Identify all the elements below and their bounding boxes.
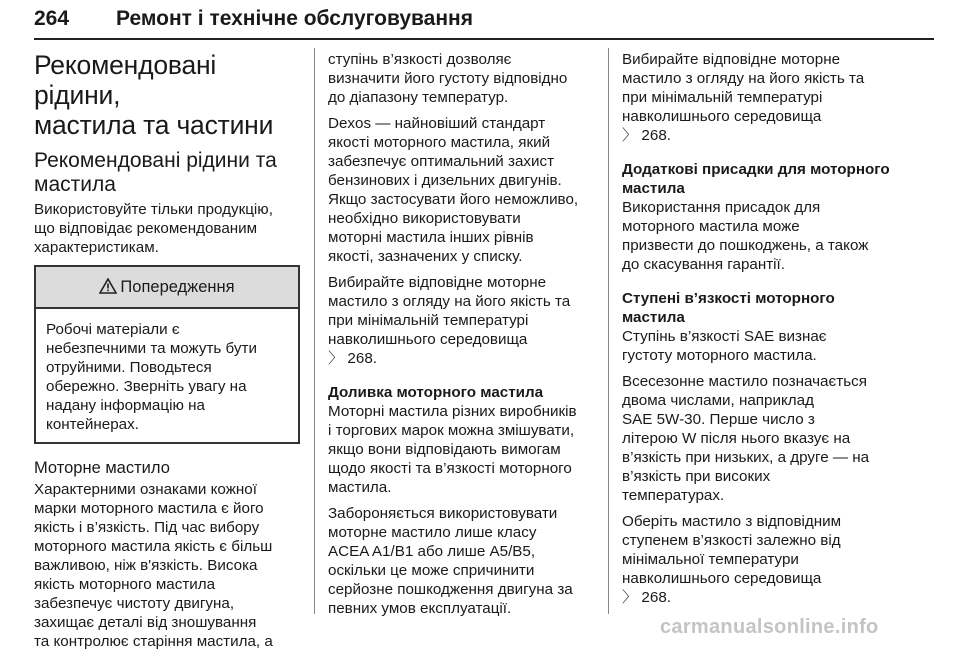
warning-triangle-icon — [99, 278, 117, 294]
reference-arrow-icon: 〉 — [622, 589, 638, 606]
viscosity-grades-heading: Ступені в’язкості моторного мастила — [622, 290, 835, 326]
paragraph: Оберіть мастило з відповідним ступенем в’язкості залежно від мінімальної температури навколишнього середовища 〉 268. — [622, 513, 842, 606]
page-number: 264 — [34, 7, 70, 30]
page-reference[interactable]: 268. — [641, 127, 671, 144]
watermark: carmanualsonline.info — [660, 616, 879, 638]
engine-oil-heading: Моторне мастило — [34, 459, 170, 477]
reference-arrow-icon: 〉 — [622, 127, 638, 144]
section-title: Рекомендовані рідини, мастила та частини — [34, 50, 274, 140]
additives-heading: Додаткові присадки для моторного мастила — [622, 161, 890, 197]
page-reference[interactable]: 268. — [641, 589, 671, 606]
warning-title: Попередження — [36, 267, 298, 309]
topping-up-heading: Доливка моторного мастила — [328, 384, 544, 401]
column-divider — [608, 48, 609, 614]
warning-box — [34, 265, 300, 444]
paragraph: ступінь в’язкості дозволяє визначити його густоту відповідно до діапазону температур. — [328, 51, 568, 106]
paragraph: Вибирайте відповідне моторне мастило з огляду на його якість та при мінімальній температурі навколишнього середовища 〉 268. — [328, 274, 571, 367]
warning-text: Робочі матеріали є небезпечними та можуть бути отруйними. Поводьтеся обережно. Зверніть увагу на надану інформацію на контейнерах. — [46, 321, 257, 433]
paragraph: Всесезонне мастило позначається двома числами, наприклад SAE 5W-30. Перше число з літерою W після нього вказує на в’язкість при низьких, а друге — на в’язкість при високих температурах. — [622, 373, 870, 504]
page-reference[interactable]: 268. — [347, 350, 377, 367]
reference-arrow-icon: 〉 — [328, 350, 344, 367]
column-1 — [34, 50, 300, 658]
paragraph: Вибирайте відповідне моторне мастило з огляду на його якість та при мінімальній температурі навколишнього середовища 〉 268. — [622, 51, 865, 144]
paragraph: Ступінь в’язкості SAE визнає густоту моторного мастила. — [622, 328, 827, 364]
chapter-title: Ремонт і технічне обслуговування — [116, 7, 473, 30]
subsection-title: Рекомендовані рідини та мастила — [34, 149, 277, 196]
intro-paragraph: Використовуйте тільки продукцію, що відповідає рекомендованим характеристикам. — [34, 201, 273, 256]
column-2 — [328, 50, 598, 625]
paragraph: Моторні мастила різних виробників і торгових марок можна змішувати, якщо вони відповідають вимогам щодо якості та в’язкості моторного мастила. — [328, 403, 577, 496]
engine-oil-paragraph: Характерними ознаками кожної марки моторного мастила є його якість і в’язкість. Під час вибору моторного мастила якість є більш важливою, ніж в'язкість. Висока якість моторного мастила забезпечує чистоту двигуна, захищає деталі від зношування та контролює старіння мастила, а — [34, 481, 273, 650]
paragraph: Забороняється використовувати моторне мастило лише класу ACEA A1/B1 або лише A5/B5, оскільки це може спричинити серйозне пошкодження двигуна за певних умов експлуатації. — [328, 505, 573, 617]
column-3 — [622, 50, 892, 614]
dexos-paragraph: Dexos — найновіший стандарт якості моторного мастила, який забезпечує оптимальний захист бензинових і дизельних двигунів. Якщо застосувати його неможливо, необхідно використовувати моторні мастила інших рівнів якості, зазначених у списку. — [328, 115, 579, 265]
page-header — [34, 0, 934, 40]
column-divider — [314, 48, 315, 614]
paragraph: Використання присадок для моторного мастила може призвести до пошкоджень, а також до скасування гарантії. — [622, 199, 869, 273]
